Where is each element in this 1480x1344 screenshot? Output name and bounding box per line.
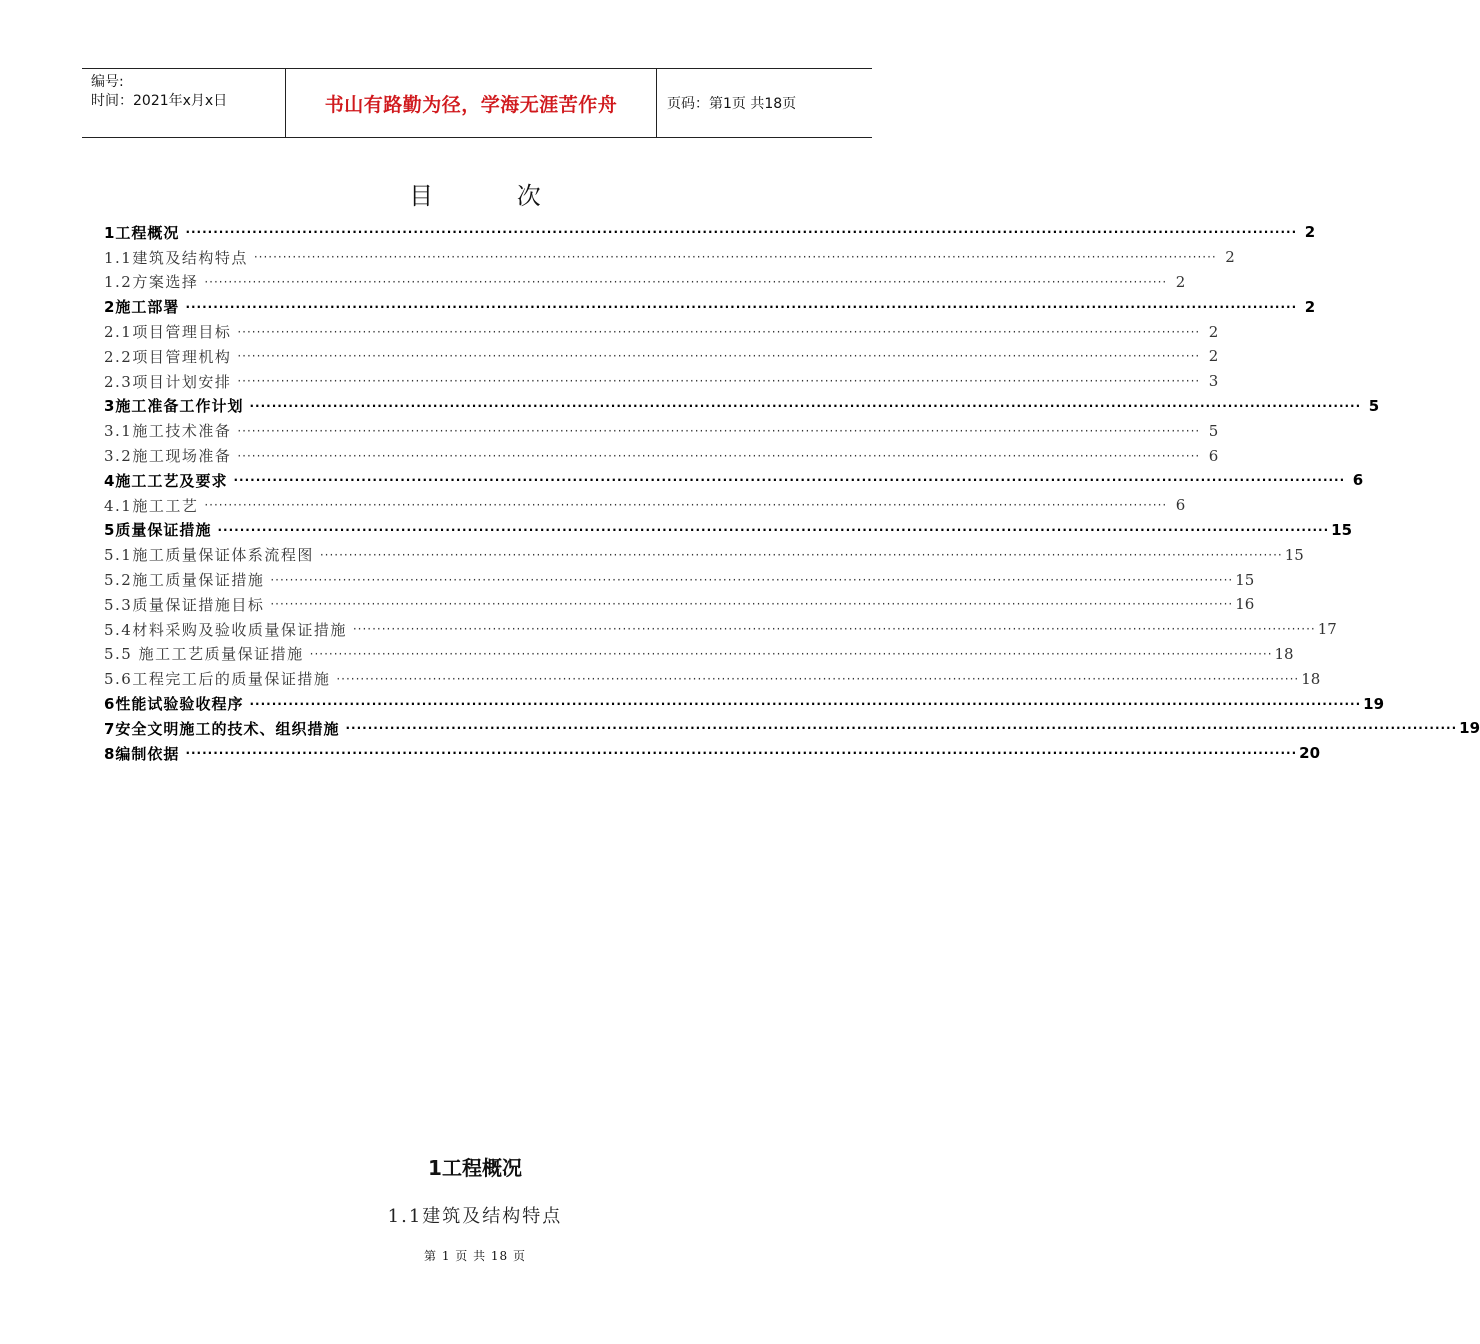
toc-leader-dots: ········································································································································································································ xyxy=(309,646,1273,661)
toc-entry-label: 3施工准备工作计划 xyxy=(104,397,244,416)
toc-leader-dots: ········································································································································································································ xyxy=(270,597,1234,612)
toc-entry-page: 2 xyxy=(1304,297,1316,316)
toc-leader-dots: ········································································································································································································ xyxy=(204,274,1168,289)
toc-entry-page: 15 xyxy=(1331,520,1353,539)
toc-entry[interactable] xyxy=(104,691,1385,716)
toc-entry[interactable] xyxy=(104,642,1294,667)
toc-entry[interactable] xyxy=(104,666,1321,691)
toc-entry[interactable] xyxy=(104,245,1235,270)
toc-entry-label: 1.1建筑及结构特点 xyxy=(104,248,248,267)
subsection-heading: 1.1建筑及结构特点 xyxy=(387,1206,563,1227)
page-footer: 第 1 页 共 18 页 xyxy=(424,1249,526,1263)
toc-entry[interactable] xyxy=(104,443,1219,468)
toc-entry-label: 5.1施工质量保证体系流程图 xyxy=(104,546,314,565)
toc-entry-page: 20 xyxy=(1299,744,1321,763)
toc-entry[interactable] xyxy=(104,741,1321,766)
toc-leader-dots: ········································································································································································································ xyxy=(185,746,1298,761)
toc-entry-label: 5.6工程完工后的质量保证措施 xyxy=(104,670,331,689)
toc-entry[interactable] xyxy=(104,542,1304,567)
toc-leader-dots: ········································································································································································································ xyxy=(185,225,1298,240)
toc-entry-page: 5 xyxy=(1368,396,1380,415)
toc-leader-dots: ········································································································································································································ xyxy=(336,671,1300,686)
toc-leader-dots: ········································································································································································································ xyxy=(253,250,1217,265)
document-date: 时间：2021年x月x日 xyxy=(91,93,228,109)
toc-leader-dots: ········································································································································································································ xyxy=(345,721,1458,736)
header-motto: 书山有路勤为径，学海无涯苦作舟 xyxy=(285,69,657,137)
toc-entry-page: 5 xyxy=(1208,421,1219,440)
toc-entry[interactable] xyxy=(104,270,1186,295)
header-page-info: 页码：第1页 共18页 xyxy=(667,96,797,112)
toc-entry-page: 3 xyxy=(1208,372,1219,391)
toc-entry-page: 17 xyxy=(1317,620,1337,639)
toc-entry-page: 2 xyxy=(1175,272,1186,291)
document-number-label: 编号: xyxy=(91,74,124,90)
toc-entry-page: 6 xyxy=(1208,446,1219,465)
toc-entry[interactable] xyxy=(104,518,1353,543)
toc-entry-label: 3.1施工技术准备 xyxy=(104,422,232,441)
toc-entry-label: 5.4材料采购及验收质量保证措施 xyxy=(104,620,347,639)
toc-entry[interactable] xyxy=(104,220,1316,245)
toc-entry-label: 7安全文明施工的技术、组织措施 xyxy=(104,719,340,738)
toc-entry[interactable] xyxy=(104,394,1380,419)
toc-entry-label: 5.2施工质量保证措施 xyxy=(104,571,265,590)
header-meta xyxy=(82,69,285,137)
toc-entry[interactable] xyxy=(104,493,1186,518)
toc-entry[interactable] xyxy=(104,418,1219,443)
toc-entry[interactable] xyxy=(104,344,1219,369)
toc-entry-page: 6 xyxy=(1175,496,1186,515)
toc-leader-dots: ········································································································································································································ xyxy=(237,374,1201,389)
toc-entry[interactable] xyxy=(104,294,1316,319)
toc-leader-dots: ········································································································································································································ xyxy=(352,622,1316,637)
toc-entry-label: 2.2项目管理机构 xyxy=(104,347,232,366)
toc-entry-page: 19 xyxy=(1363,694,1385,713)
toc-leader-dots: ········································································································································································································ xyxy=(217,522,1330,537)
toc-entry[interactable] xyxy=(104,567,1255,592)
toc-entry[interactable] xyxy=(104,369,1219,394)
toc-leader-dots: ········································································································································································································ xyxy=(270,572,1234,587)
toc-entry-page: 15 xyxy=(1235,570,1255,589)
toc-entry[interactable] xyxy=(104,716,1480,741)
toc-entry[interactable] xyxy=(104,592,1255,617)
toc-entry-page: 2 xyxy=(1304,223,1316,242)
toc-entry-page: 2 xyxy=(1208,347,1219,366)
toc-leader-dots: ········································································································································································································ xyxy=(237,349,1201,364)
toc-entry-page: 18 xyxy=(1301,669,1321,688)
toc-leader-dots: ········································································································································································································ xyxy=(204,498,1168,513)
toc-leader-dots: ········································································································································································································ xyxy=(319,547,1283,562)
toc-entry-label: 3.2施工现场准备 xyxy=(104,447,232,466)
toc-entry-page: 15 xyxy=(1284,545,1304,564)
toc-leader-dots: ········································································································································································································ xyxy=(249,398,1362,413)
toc-entry-label: 8编制依据 xyxy=(104,744,180,763)
table-of-contents xyxy=(104,220,1480,766)
toc-entry-label: 5.3质量保证措施目标 xyxy=(104,595,265,614)
toc-entry-label: 2施工部署 xyxy=(104,298,180,317)
toc-entry-page: 2 xyxy=(1225,248,1235,267)
toc-entry-label: 6性能试验验收程序 xyxy=(104,695,244,714)
toc-entry-page: 16 xyxy=(1235,595,1255,614)
toc-entry-label: 5质量保证措施 xyxy=(104,521,212,540)
toc-leader-dots: ········································································································································································································ xyxy=(237,448,1201,463)
toc-entry[interactable] xyxy=(104,468,1364,493)
toc-title: 目 次 xyxy=(409,182,579,210)
toc-entry-page: 18 xyxy=(1274,644,1294,663)
section-heading: 1工程概况 xyxy=(428,1156,522,1180)
toc-entry[interactable] xyxy=(104,617,1337,642)
toc-entry-label: 4.1施工工艺 xyxy=(104,496,199,515)
toc-entry-page: 2 xyxy=(1208,322,1219,341)
toc-entry-label: 5.5 施工工艺质量保证措施 xyxy=(104,645,304,664)
toc-entry-label: 1工程概况 xyxy=(104,223,180,242)
toc-entry-page: 6 xyxy=(1352,471,1364,490)
toc-entry[interactable] xyxy=(104,319,1219,344)
document-header xyxy=(82,68,872,138)
toc-entry-label: 2.3项目计划安排 xyxy=(104,372,232,391)
toc-leader-dots: ········································································································································································································ xyxy=(249,696,1362,711)
toc-entry-label: 2.1项目管理目标 xyxy=(104,323,232,342)
toc-leader-dots: ········································································································································································································ xyxy=(185,299,1298,314)
toc-leader-dots: ········································································································································································································ xyxy=(237,423,1201,438)
toc-entry-label: 1.2方案选择 xyxy=(104,273,199,292)
toc-entry-label: 4施工工艺及要求 xyxy=(104,471,228,490)
toc-entry-page: 19 xyxy=(1459,719,1480,738)
toc-leader-dots: ········································································································································································································ xyxy=(237,324,1201,339)
toc-leader-dots: ········································································································································································································ xyxy=(233,473,1346,488)
